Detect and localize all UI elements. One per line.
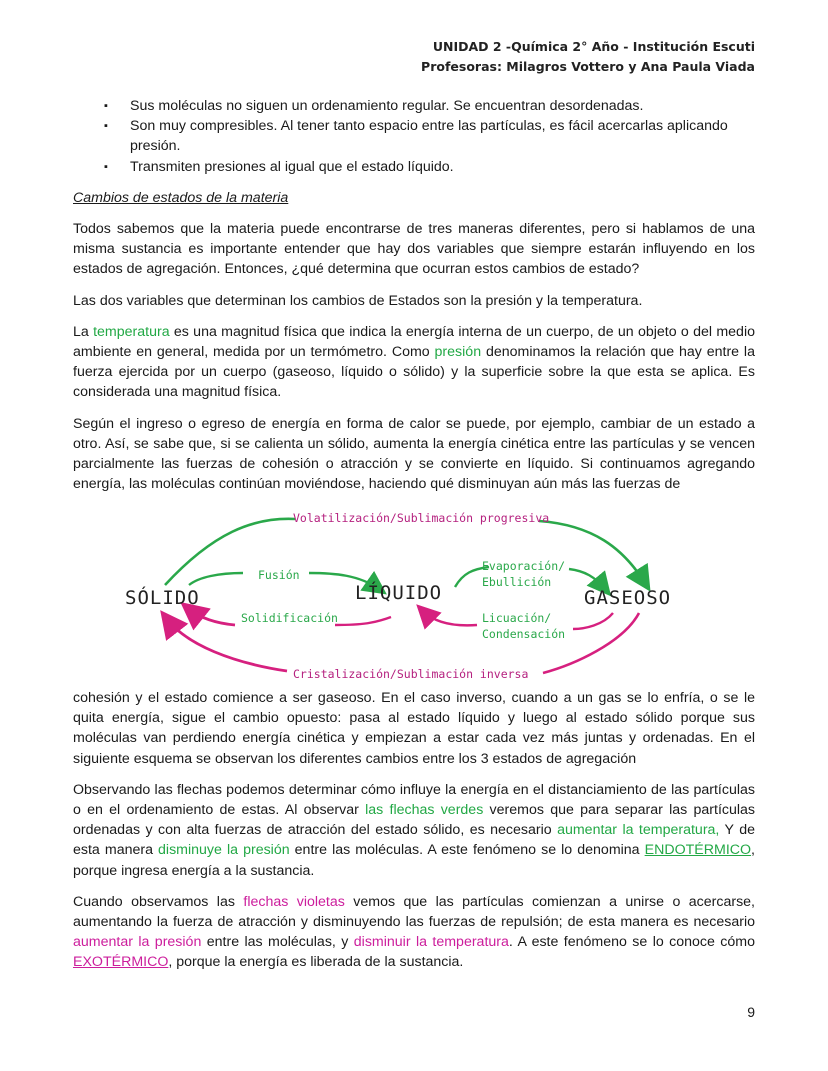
term-disminuye-presion: disminuye la presión	[158, 842, 290, 859]
text-run: vemos que las partículas comienzan a unirse o acercarse, aumentando la fuerza de atracción y disminuyendo las fuerzas de repulsión; de esta manera es necesario	[73, 893, 755, 931]
text-run: es una magnitud física que indica la energía interna de un cuerpo, de un objeto o del medio ambiente en general, medida por un termómetro. Como	[73, 323, 755, 361]
section-title: Cambios de estados de la materia	[73, 189, 289, 206]
arrow-cristalizacion	[543, 613, 639, 673]
header-line-unit: UNIDAD 2 -Química 2° Año - Institución Escuti	[432, 39, 755, 54]
bullet-item: ▪ Son muy compresibles. Al tener tanto espacio entre las partículas, es fácil acercarlas aplicando presión.	[130, 116, 755, 156]
term-exotermico: EXOTÉRMICO	[73, 954, 169, 971]
label-solidificacion: Solidificación	[241, 611, 338, 625]
text-run: denominamos la relación que hay entre la fuerza ejercida por un cuerpo (gaseoso, líquido o sólido) y la superficie sobre la que esta se aplica. Es considerada una magnitud física.	[73, 344, 755, 401]
main-content-bottom	[73, 688, 755, 973]
label-evaporacion-1: Evaporación/	[482, 559, 566, 573]
arrow-licuacion	[573, 613, 613, 629]
label-licuacion-2: Condensación	[482, 627, 566, 641]
arrow-fusion-left	[189, 573, 243, 585]
term-presion: presión	[434, 344, 482, 361]
arrow-volatilizacion-end	[539, 521, 645, 583]
paragraph-inverse: cohesión y el estado comience a ser gaseoso. En el caso inverso, cuando a un gas se lo enfría, o se le quita energía, sigue el cambio opuesto: pasa al estado líquido y luego al estado sólido porque sus moléculas van perdiendo energía cinética y empiezan a estar cada vez más juntas y ordenadas. En el siguiente esquema se observan los diferentes cambios entre los 3 estados de agregación	[73, 690, 755, 767]
term-aumentar-presion: aumentar la presión	[73, 934, 202, 951]
label-gaseoso: GASEOSO	[584, 587, 672, 609]
text-run: entre las moléculas. A este fenómeno se lo denomina	[289, 842, 645, 859]
header-line-teachers: Profesoras: Milagros Vottero y Ana Paula Viada	[421, 59, 755, 74]
arrow-solidificacion-end	[189, 609, 235, 625]
text-run: entre las moléculas, y	[201, 934, 354, 951]
label-solido: SÓLIDO	[125, 587, 200, 609]
arrow-cristalizacion-end	[167, 619, 287, 671]
paragraph-energy: Según el ingreso o egreso de energía en forma de calor se puede, por ejemplo, cambiar de un estado a otro. Así, se sabe que, si se calienta un sólido, aumenta la energía cinética entre las partículas y se vencen parcialmente las fuerzas de cohesión o atracción y se convierte en líquido. Si continuamos agregando energía, las moléculas continúan moviéndose, haciendo qué disminuyan aún más las fuerzas de	[73, 415, 755, 493]
text-run: . A este fenómeno se lo conoce cómo	[508, 934, 755, 951]
label-cristalizacion: Cristalización/Sublimación inversa	[293, 667, 529, 681]
text-run: , porque ingresa energía a la sustancia.	[73, 842, 755, 879]
term-flechas-violetas: flechas violetas	[243, 893, 345, 910]
text-run: Cuando observamos las	[73, 893, 244, 910]
text-run: veremos que para separar las partículas ordenadas y con alta fuerzas de atracción del estado sólido, es necesario	[73, 802, 755, 839]
paragraph-definitions	[73, 322, 755, 403]
paragraph-violet-arrows	[73, 892, 755, 973]
text-run: Observando las flechas podemos determinar cómo influye la energía en el distanciamiento de las partículas o en el ordenamiento de estas. Al observar	[73, 781, 755, 819]
term-endotermico: ENDOTÉRMICO	[644, 842, 752, 859]
term-disminuir-temperatura: disminuir la temperatura	[353, 934, 509, 951]
state-changes-diagram	[73, 503, 755, 685]
label-licuacion-1: Licuación/	[482, 611, 552, 625]
page-header	[421, 37, 755, 77]
bullet-list	[73, 96, 755, 177]
label-volatilizacion: Volatilización/Sublimación progresiva	[293, 511, 550, 525]
label-fusion: Fusión	[258, 568, 300, 582]
text-run: Y de esta manera	[73, 822, 755, 859]
arrow-licuacion-end	[423, 611, 477, 625]
paragraph-variables: Las dos variables que determinan los cambios de Estados son la presión y la temperatura.	[73, 292, 643, 309]
text-run: , porque la energía es liberada de la sustancia.	[168, 954, 464, 971]
arrow-evaporacion-end	[569, 569, 605, 589]
bullet-item: ▪ Sus moléculas no siguen un ordenamiento regular. Se encuentran desordenadas.	[130, 96, 755, 116]
bullet-item: ▪ Transmiten presiones al igual que el estado líquido.	[130, 157, 755, 177]
arrow-solidificacion	[335, 617, 391, 625]
label-evaporacion-2: Ebullición	[482, 575, 552, 589]
term-aumentar-temperatura: aumentar la temperatura,	[557, 822, 720, 839]
term-flechas-verdes: las flechas verdes	[365, 802, 484, 819]
paragraph-green-arrows	[73, 780, 755, 881]
main-content-top	[73, 96, 755, 494]
label-liquido: LÍQUIDO	[355, 582, 443, 604]
term-temperatura: temperatura	[93, 323, 170, 340]
text-run: La	[73, 323, 94, 340]
page-number: 9	[747, 1004, 755, 1020]
paragraph-intro: Todos sabemos que la materia puede encontrarse de tres maneras diferentes, pero si hablamos de una misma sustancia es importante entender que hay dos variables que siempre estarán influyendo en los estados de agregación. Entonces, ¿qué determina que ocurran estos cambios de estado?	[73, 221, 755, 278]
